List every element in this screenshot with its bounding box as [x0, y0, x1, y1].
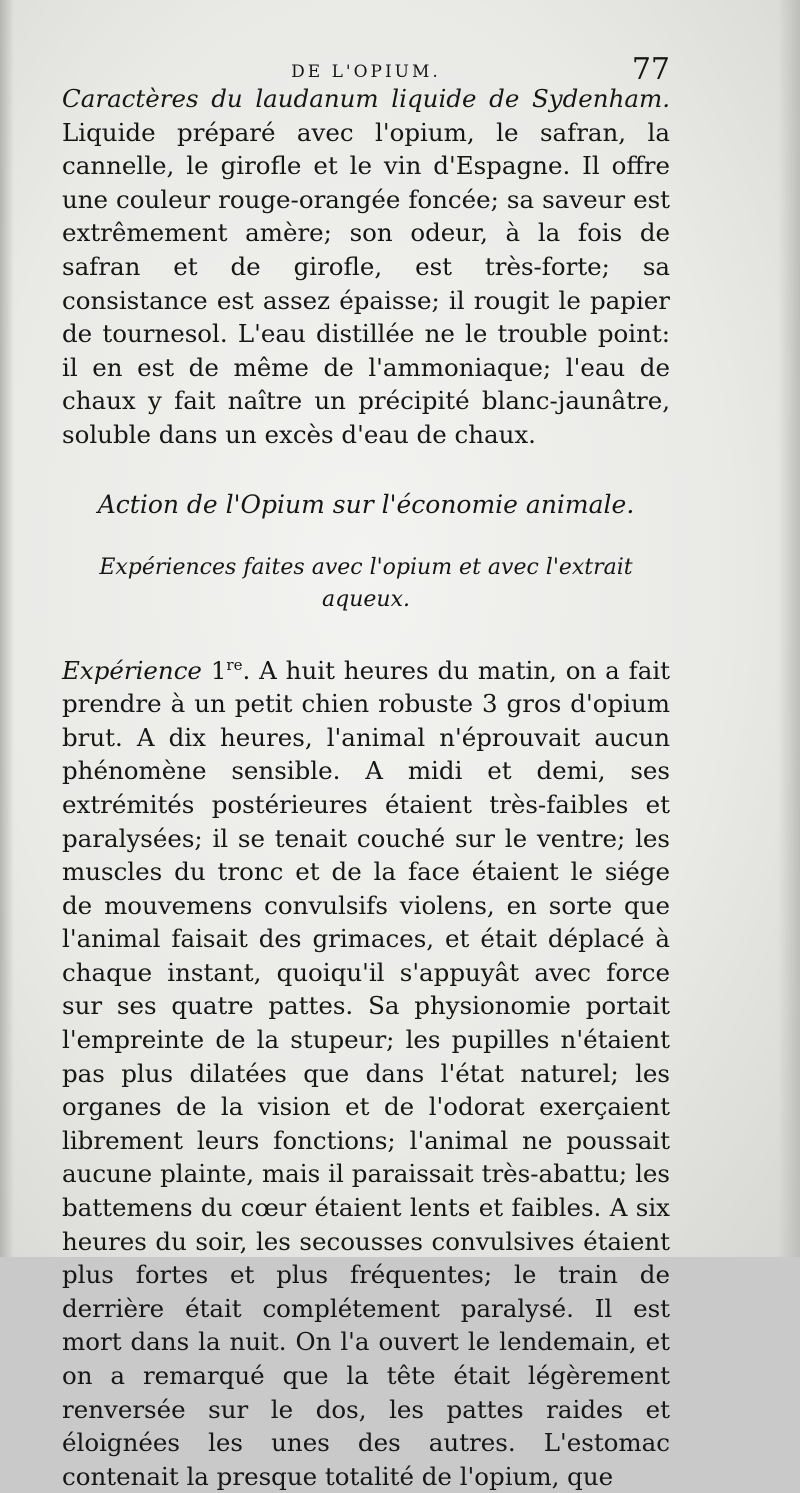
experience-number: [211, 656, 243, 685]
experience-text: . A huit heures du matin, on a fait prendre à un petit chien robuste 3 gros d'opium brut. A dix heures, l'animal n'éprouvait aucun phénomène sensible. A midi et demi, ses extrémités postérieures étaient très-faibles et paralysées; il se tenait couché sur le ventre; les muscles du tronc et de la face étaient le siége de mouvemens convulsifs violens, en sorte que l'animal faisait des grimaces, et était déplacé à chaque instant, quoiqu'il s'appuyât avec force sur ses quatre pattes. Sa physionomie portait l'empreinte de la stupeur; les pupilles n'étaient pas plus dilatées que dans l'état naturel; les organes de la vision et de l'odorat exerçaient librement leurs fonctions; l'animal ne poussait aucune plainte, mais il paraissait très-abattu; les battemens du cœur étaient lents et faibles. A six heures du soir, les secousses convulsives étaient plus fortes et plus fréquentes; le train de derrière était complétement paralysé. Il est mort dans la nuit. On l'a ouvert le lendemain, et on a remarqué que la tête était légèrement renversée sur le dos, les pattes raides et éloignées les unes des autres. L'estomac contenait la presque totalité de l'opium, que: [62, 655, 670, 1491]
text-block: [62, 82, 670, 1493]
laudanum-heading: Caractères du laudanum liquide de Sydenham.: [62, 84, 670, 113]
paragraph-experience: [62, 654, 670, 1493]
experience-number-digit: 1: [210, 655, 227, 685]
section-title: Action de l'Opium sur l'économie animale.: [97, 489, 635, 519]
section-subtitle: Expériences faites avec l'opium et avec l'extrait aqueux.: [99, 554, 633, 612]
running-title: DE L'OPIUM.: [291, 62, 441, 82]
laudanum-text: Liquide préparé avec l'opium, le safran, la cannelle, le girofle et le vin d'Espagne. Il offre une couleur rouge-orangée foncée; sa saveur est extrêmement amère; son odeur, à la fois de safran et de girofle, est très-forte; sa consistance est assez épaisse; il rougit le papier de tournesol. L'eau distillée ne le trouble point: il en est de même de l'ammoniaque; l'eau de chaux y fait naître un précipité blanc-jaunâtre, soluble dans un excès d'eau de chaux.: [62, 117, 670, 449]
paragraph-laudanum: [62, 82, 670, 452]
page-number: 77: [631, 52, 670, 87]
experience-label: Expérience: [62, 655, 202, 685]
experience-number-sup: re: [226, 655, 243, 674]
